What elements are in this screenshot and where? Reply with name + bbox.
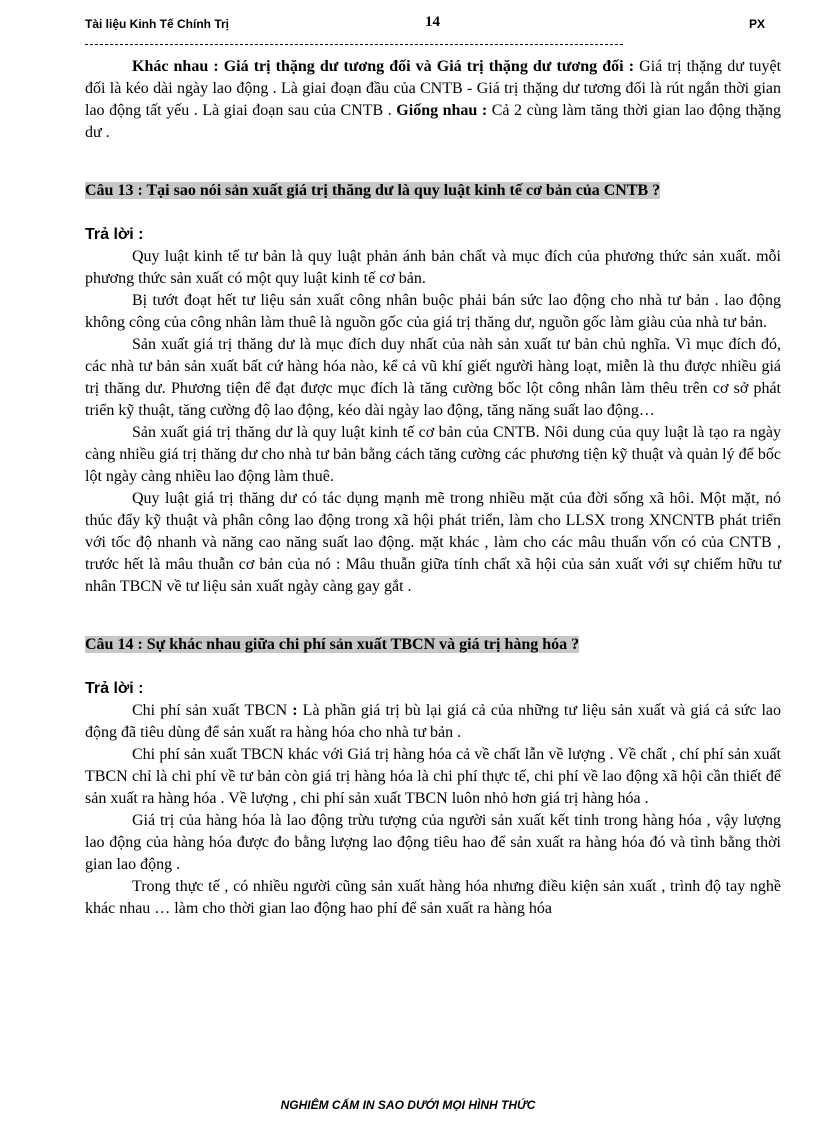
q14-paragraph: Trong thực tế , có nhiều người cũng sản xuất hàng hóa nhưng điều kiện sản xuất , trình độ tay nghề khác nhau … làm cho thời gian lao động hao phí để sản xuất ra hàng hóa bbox=[85, 878, 781, 917]
intro-lead: Khác nhau : Giá trị thặng dư tương đối và Giá trị thặng dư tương đối : bbox=[132, 58, 635, 75]
answer-13-label: Trả lời : bbox=[85, 226, 144, 243]
document-body bbox=[85, 56, 781, 920]
page-header bbox=[85, 14, 765, 36]
question-13-heading bbox=[85, 180, 781, 202]
q14-term: Chi phí sản xuất TBCN bbox=[132, 702, 288, 719]
header-title: Tài liệu Kinh Tế Chính Trị bbox=[85, 17, 230, 31]
q13-paragraph: Sản xuất giá trị thăng dư là mục đích duy nhất của nàh sản xuất tư bản chủ nghĩa. Vì mục đích đó, các nhà tư bản sản xuất bất cứ hàng hóa nào, kể cả vũ khí giết người hàng loạt, miễn là thu được nhiều giá trị thăng dư. Phương tiện để đạt được mục đích là tăng cường bốc lột công nhân làm thêu trên cơ sở phát triển kỹ thuật, tăng cường độ lao động, kéo dài ngày lao động, tăng năng suất lao động… bbox=[85, 336, 781, 419]
q14-paragraph bbox=[85, 700, 781, 744]
q14-paragraph: Giá trị của hàng hóa là lao động trừu tượng của người sản xuất kết tinh trong hàng hóa , vậy lượng lao động của hàng hóa được đo bằng lượng lao động tiêu hao để sản xuất ra hàng hóa đó và tình bằng thời gian lao động . bbox=[85, 812, 781, 873]
q14-colon: : bbox=[287, 702, 298, 719]
header-initials: PX bbox=[748, 17, 765, 31]
intro-text-1: Giá trị thặng dư tuyệt đối là kéo dài ngày lao động . Là giai đoạn đầu của CNTB - Giá trị thặng dư tương đối là rút ngắn thời gian lao động tất yếu . Là giai đoạn sau của CNTB . bbox=[85, 58, 782, 119]
intro-bold-2: Giống nhau : bbox=[391, 102, 488, 119]
page-number: 14 bbox=[425, 14, 440, 30]
question-14-heading bbox=[85, 634, 781, 656]
q13-paragraph: Bị tướt đoạt hết tư liệu sản xuất công nhân buộc phải bán sức lao động cho nhà tư bản . lao động không công của công nhân làm thuê là nguồn gốc của giá trị thăng dư, nguồn gốc làm giàu của nhà tư bản. bbox=[85, 292, 781, 331]
intro-paragraph bbox=[85, 56, 781, 144]
answer-14-label: Trả lời : bbox=[85, 680, 144, 697]
q14-definition: Là phần giá trị bù lại giá cả của những tư liệu sản xuất và giá cả sức lao động đã tiêu dùng để sản xuất ra hàng hóa cho nhà tư bản . bbox=[85, 702, 781, 741]
header-divider bbox=[85, 44, 623, 45]
question-14-text: Câu 14 : Sự khác nhau giữa chi phí sản xuất TBCN và giá trị hàng hóa ? bbox=[85, 636, 580, 653]
q14-paragraph: Chi phí sản xuất TBCN khác với Giá trị hàng hóa cả về chất lẫn về lượng . Về chất , chí phí sản xuất TBCN chỉ là chi phí về tư bản còn giá trị hàng hóa là chi phí thực tế, chi phí về lao động xã hội cần thiết để sản xuất ra hàng hóa . Về lượng , chi phí sản xuất TBCN luôn nhỏ hơn giá trị hàng hóa . bbox=[85, 746, 781, 807]
q13-paragraph: Sản xuất giá trị thăng dư là quy luật kinh tế cơ bản của CNTB. Nôi dung của quy luật là tạo ra ngày càng nhiều giá trị thăng dư cho nhà tư bản bằng cách tăng cường các phương tiện kỹ thuật và quản lý để bốc lột ngày càng nhiều lao động làm thuê. bbox=[85, 424, 781, 485]
intro-text-2: Cả 2 cùng làm tăng thời gian lao động thặng dư . bbox=[85, 102, 782, 141]
q13-paragraph: Quy luật kinh tế tư bản là quy luật phản ánh bản chất và mục đích của phương thức sản xuất. mỗi phương thức sản xuất có một quy luật kinh tế cơ bản. bbox=[85, 248, 781, 287]
q13-paragraph: Quy luật giá trị thăng dư có tác dụng mạnh mẽ trong nhiều mặt của đời sống xã hôi. Một mặt, nó thúc đẩy kỹ thuật và phân công lao động trong xã hội phát triển, làm cho LLSX trong XNCNTB phát triển với tốc độ nhanh và năng cao năng suất lao động. mặt khác , làm cho các mâu thuẩn vốn có của CNTB , trước hết là mâu thuẫn cơ bản của nó : Mâu thuẫn giữa tính chất xã hội của sản xuất với sự chiếm hữu tư nhân TBCN về tư liệu sản xuất ngày càng gay gắt . bbox=[85, 490, 781, 595]
question-13-text: Câu 13 : Tại sao nói sản xuất giá trị thăng dư là quy luật kinh tế cơ bản của CNTB ? bbox=[85, 182, 661, 199]
page-footer: NGHIÊM CẤM IN SAO DƯỚI MỌI HÌNH THỨC bbox=[280, 1098, 536, 1112]
